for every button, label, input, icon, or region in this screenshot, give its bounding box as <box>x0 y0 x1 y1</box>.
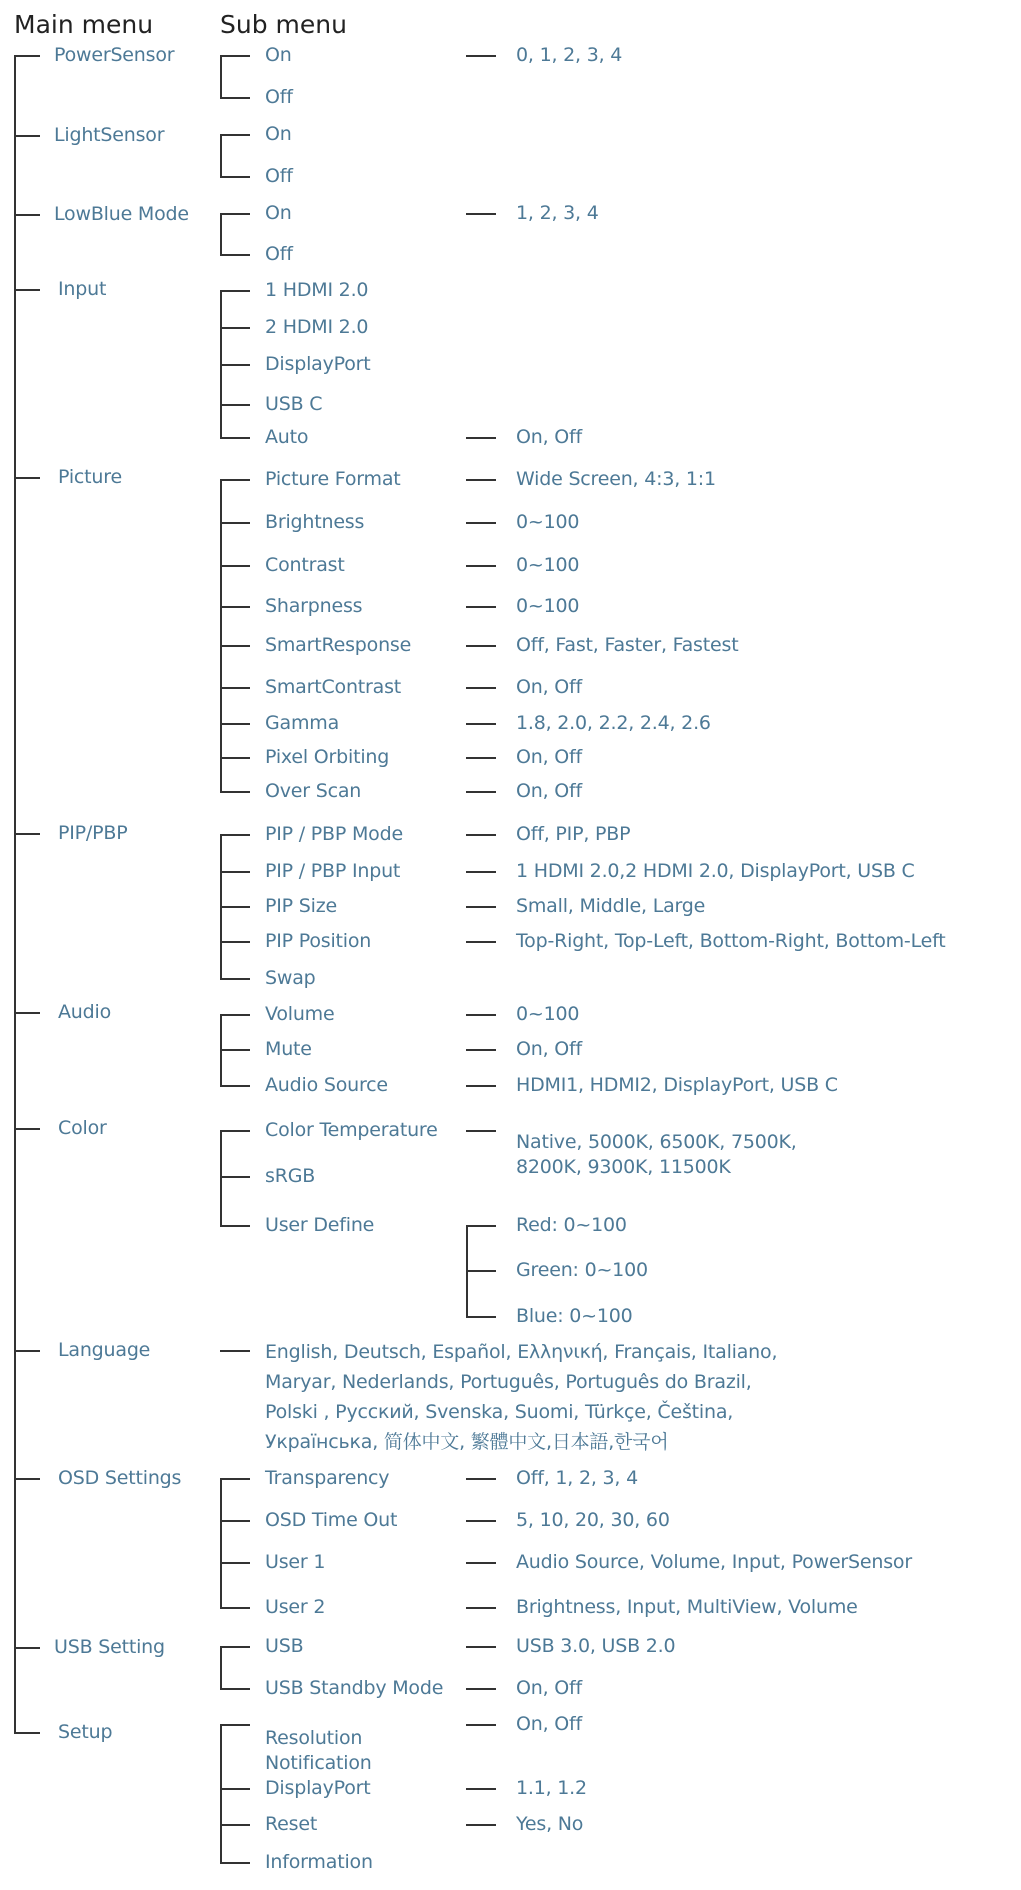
user-define-branch-line <box>466 1316 496 1318</box>
sub-menu-item[interactable]: On <box>265 123 292 145</box>
sub-branch-line <box>220 97 250 99</box>
sub-menu-item[interactable]: User 1 <box>265 1551 326 1573</box>
sub-menu-item[interactable]: Gamma <box>265 712 340 734</box>
main-branch-line <box>14 1350 40 1352</box>
sub-branch-line <box>220 479 250 481</box>
option-values: On, Off <box>516 426 583 448</box>
main-branch-line <box>14 833 40 835</box>
sub-menu-item[interactable]: USB <box>265 1635 304 1657</box>
option-values: 1.1, 1.2 <box>516 1777 587 1799</box>
option-values: Native, 5000K, 6500K, 7500K, 8200K, 9300K, 11500K <box>516 1131 797 1178</box>
sub-menu-item[interactable]: Contrast <box>265 554 345 576</box>
sub-branch-line <box>220 1176 250 1178</box>
option-values: On, Off <box>516 676 583 698</box>
main-menu-item[interactable]: USB Setting <box>54 1636 165 1658</box>
sub-branch-line <box>220 871 250 873</box>
sub-bracket-line <box>220 479 222 791</box>
sub-branch-line <box>220 437 250 439</box>
value-dash-line <box>466 1478 496 1480</box>
option-values: On, Off <box>516 1677 583 1699</box>
sub-branch-line <box>220 1724 250 1726</box>
option-values: Audio Source, Volume, Input, PowerSensor <box>516 1551 912 1573</box>
main-branch-line <box>14 214 40 216</box>
sub-bracket-line <box>220 134 222 176</box>
sub-branch-line <box>220 327 250 329</box>
main-branch-line <box>14 135 40 137</box>
main-branch-line <box>14 1732 40 1734</box>
value-dash-line <box>466 941 496 943</box>
option-values: 0~100 <box>516 595 580 617</box>
sub-branch-line <box>220 1646 250 1648</box>
sub-menu-item[interactable]: Sharpness <box>265 595 363 617</box>
value-dash-line <box>466 757 496 759</box>
user-define-branch-line <box>466 1270 496 1272</box>
value-dash-line <box>466 1688 496 1690</box>
value-dash-line <box>466 871 496 873</box>
sub-bracket-line <box>220 1646 222 1688</box>
sub-branch-line <box>220 1520 250 1522</box>
value-dash-line <box>466 479 496 481</box>
option-values: 0~100 <box>516 511 580 533</box>
option-values: 0~100 <box>516 554 580 576</box>
value-dash-line <box>466 437 496 439</box>
sub-menu-item[interactable]: OSD Time Out <box>265 1509 398 1531</box>
option-values: On, Off <box>516 1713 583 1735</box>
main-menu-item[interactable]: PIP/PBP <box>58 822 128 844</box>
main-menu-item[interactable]: PowerSensor <box>54 44 175 66</box>
main-menu-item[interactable]: LowBlue Mode <box>54 203 189 225</box>
sub-branch-line <box>220 978 250 980</box>
value-dash-line <box>466 1788 496 1790</box>
sub-menu-item[interactable]: Brightness <box>265 511 365 533</box>
sub-menu-item[interactable]: PIP / PBP Input <box>265 860 401 882</box>
sub-branch-line <box>220 55 250 57</box>
value-dash-line <box>466 565 496 567</box>
option-values: 0~100 <box>516 1003 580 1025</box>
sub-menu-item[interactable]: 2 HDMI 2.0 <box>265 316 369 338</box>
sub-menu-item[interactable]: Volume <box>265 1003 335 1025</box>
sub-menu-item[interactable]: User 2 <box>265 1596 326 1618</box>
sub-branch-line <box>220 290 250 292</box>
sub-branch-line <box>220 1049 250 1051</box>
value-dash-line <box>466 1049 496 1051</box>
value-dash-line <box>466 213 496 215</box>
sub-branch-line <box>220 645 250 647</box>
option-values: Yes, No <box>516 1813 584 1835</box>
main-menu-item[interactable]: Color <box>58 1117 107 1139</box>
sub-branch-line <box>220 404 250 406</box>
main-trunk-line <box>14 55 16 1732</box>
sub-menu-item[interactable]: USB Standby Mode <box>265 1677 444 1699</box>
main-menu-item[interactable]: OSD Settings <box>58 1467 182 1489</box>
main-menu-item[interactable]: Language <box>58 1339 151 1361</box>
sub-menu-item[interactable]: DisplayPort <box>265 353 371 375</box>
sub-menu-item[interactable]: PIP Size <box>265 895 337 917</box>
sub-menu-item[interactable]: SmartResponse <box>265 634 412 656</box>
main-branch-line <box>14 55 40 57</box>
sub-branch-line <box>220 757 250 759</box>
value-dash-line <box>466 1824 496 1826</box>
value-dash-line <box>466 723 496 725</box>
main-branch-line <box>14 1128 40 1130</box>
value-dash-line <box>466 1014 496 1016</box>
sub-branch-line <box>220 1014 250 1016</box>
sub-branch-line <box>220 1562 250 1564</box>
main-branch-line <box>14 477 40 479</box>
value-dash-line <box>466 1724 496 1726</box>
sub-branch-line <box>220 1688 250 1690</box>
value-dash-line <box>466 1085 496 1087</box>
value-dash-line <box>466 606 496 608</box>
option-values: Top-Right, Top-Left, Bottom-Right, Bottom-Left <box>516 930 946 952</box>
value-dash-line <box>466 1646 496 1648</box>
color-channel-item[interactable]: Red: 0~100 <box>516 1214 627 1236</box>
sub-menu-item[interactable]: Pixel Orbiting <box>265 746 390 768</box>
sub-branch-line <box>220 364 250 366</box>
sub-bracket-line <box>220 213 222 254</box>
main-branch-line <box>14 1012 40 1014</box>
main-menu-item[interactable]: LightSensor <box>54 124 165 146</box>
option-values: On, Off <box>516 746 583 768</box>
sub-menu-item[interactable]: Color Temperature <box>265 1119 438 1141</box>
main-menu-item[interactable]: Input <box>58 278 107 300</box>
option-values: 5, 10, 20, 30, 60 <box>516 1509 670 1531</box>
value-dash-line <box>466 834 496 836</box>
language-options: English, Deutsch, Español, Ελληνική, Français, Italiano, Maryar, Nederlands, Português, Português do Brazil, Polski , Русский, Svenska, Suomi, Türkçe, Čeština, Українська, 简体中文, 繁體中文,日本語,한국어 <box>265 1341 778 1453</box>
sub-menu-item[interactable]: Resolution Notification <box>265 1727 372 1774</box>
sub-branch-line <box>220 606 250 608</box>
sub-bracket-line <box>220 1130 222 1225</box>
option-values: On, Off <box>516 780 583 802</box>
sub-menu-item[interactable]: Information <box>265 1851 373 1873</box>
sub-branch-line <box>220 1130 250 1132</box>
sub-branch-line <box>220 254 250 256</box>
option-values: Small, Middle, Large <box>516 895 706 917</box>
value-dash-line <box>220 1350 250 1352</box>
option-values: USB 3.0, USB 2.0 <box>516 1635 676 1657</box>
value-dash-line <box>466 1520 496 1522</box>
sub-menu-item[interactable]: Over Scan <box>265 780 362 802</box>
sub-menu-item[interactable]: sRGB <box>265 1165 316 1187</box>
sub-branch-line <box>220 906 250 908</box>
sub-menu-item[interactable]: Reset <box>265 1813 318 1835</box>
option-values: Off, Fast, Faster, Fastest <box>516 634 739 656</box>
option-values: On, Off <box>516 1038 583 1060</box>
option-values: 1 HDMI 2.0,2 HDMI 2.0, DisplayPort, USB C <box>516 860 915 882</box>
sub-branch-line <box>220 687 250 689</box>
sub-branch-line <box>220 791 250 793</box>
sub-menu-item[interactable]: Auto <box>265 426 309 448</box>
sub-menu-item[interactable]: Audio Source <box>265 1074 388 1096</box>
sub-branch-line <box>220 1085 250 1087</box>
color-channel-item[interactable]: Green: 0~100 <box>516 1259 648 1281</box>
sub-branch-line <box>220 1607 250 1609</box>
option-values: 1.8, 2.0, 2.2, 2.4, 2.6 <box>516 712 711 734</box>
sub-branch-line <box>220 565 250 567</box>
sub-menu-item[interactable]: Transparency <box>265 1467 390 1489</box>
sub-branch-line <box>220 134 250 136</box>
value-dash-line <box>466 791 496 793</box>
sub-branch-line <box>220 176 250 178</box>
sub-menu-header: Sub menu <box>220 10 347 39</box>
option-values: HDMI1, HDMI2, DisplayPort, USB C <box>516 1074 838 1096</box>
sub-branch-line <box>220 1824 250 1826</box>
sub-branch-line <box>220 522 250 524</box>
value-dash-line <box>466 1607 496 1609</box>
value-dash-line <box>466 645 496 647</box>
sub-menu-item[interactable]: Swap <box>265 967 316 989</box>
sub-menu-item[interactable]: PIP / PBP Mode <box>265 823 403 845</box>
sub-menu-item[interactable]: Mute <box>265 1038 312 1060</box>
sub-menu-item[interactable]: Picture Format <box>265 468 401 490</box>
main-menu-header: Main menu <box>14 10 154 39</box>
main-menu-item[interactable]: Audio <box>58 1001 112 1023</box>
sub-menu-item[interactable]: DisplayPort <box>265 1777 371 1799</box>
value-dash-line <box>466 1562 496 1564</box>
sub-menu-item[interactable]: PIP Position <box>265 930 372 952</box>
sub-menu-item[interactable]: USB C <box>265 393 323 415</box>
option-values: 0, 1, 2, 3, 4 <box>516 44 623 66</box>
main-branch-line <box>14 1478 40 1480</box>
sub-menu-item[interactable]: On <box>265 202 292 224</box>
value-dash-line <box>466 687 496 689</box>
value-dash-line <box>466 1130 496 1132</box>
value-dash-line <box>466 55 496 57</box>
sub-menu-item[interactable]: 1 HDMI 2.0 <box>265 279 369 301</box>
option-values: 1, 2, 3, 4 <box>516 202 599 224</box>
sub-bracket-line <box>220 1724 222 1862</box>
main-menu-item[interactable]: Setup <box>58 1721 113 1743</box>
main-branch-line <box>14 289 40 291</box>
option-values: Wide Screen, 4:3, 1:1 <box>516 468 716 490</box>
option-values: Off, PIP, PBP <box>516 823 631 845</box>
sub-menu-item[interactable]: Off <box>265 86 293 108</box>
sub-menu-item[interactable]: On <box>265 44 292 66</box>
sub-bracket-line <box>220 55 222 97</box>
main-branch-line <box>14 1647 40 1649</box>
sub-branch-line <box>220 213 250 215</box>
sub-menu-item[interactable]: SmartContrast <box>265 676 402 698</box>
sub-branch-line <box>220 1478 250 1480</box>
sub-menu-item[interactable]: Off <box>265 165 293 187</box>
main-menu-item[interactable]: Picture <box>58 466 122 488</box>
color-channel-item[interactable]: Blue: 0~100 <box>516 1305 633 1327</box>
sub-menu-item[interactable]: User Define <box>265 1214 375 1236</box>
sub-branch-line <box>220 834 250 836</box>
sub-bracket-line <box>220 1478 222 1607</box>
option-values: Off, 1, 2, 3, 4 <box>516 1467 639 1489</box>
sub-branch-line <box>220 1788 250 1790</box>
sub-branch-line <box>220 1225 250 1227</box>
value-dash-line <box>466 522 496 524</box>
sub-branch-line <box>220 723 250 725</box>
option-values: Brightness, Input, MultiView, Volume <box>516 1596 858 1618</box>
sub-branch-line <box>220 941 250 943</box>
user-define-branch-line <box>466 1225 496 1227</box>
sub-branch-line <box>220 1862 250 1864</box>
value-dash-line <box>466 906 496 908</box>
sub-menu-item[interactable]: Off <box>265 243 293 265</box>
